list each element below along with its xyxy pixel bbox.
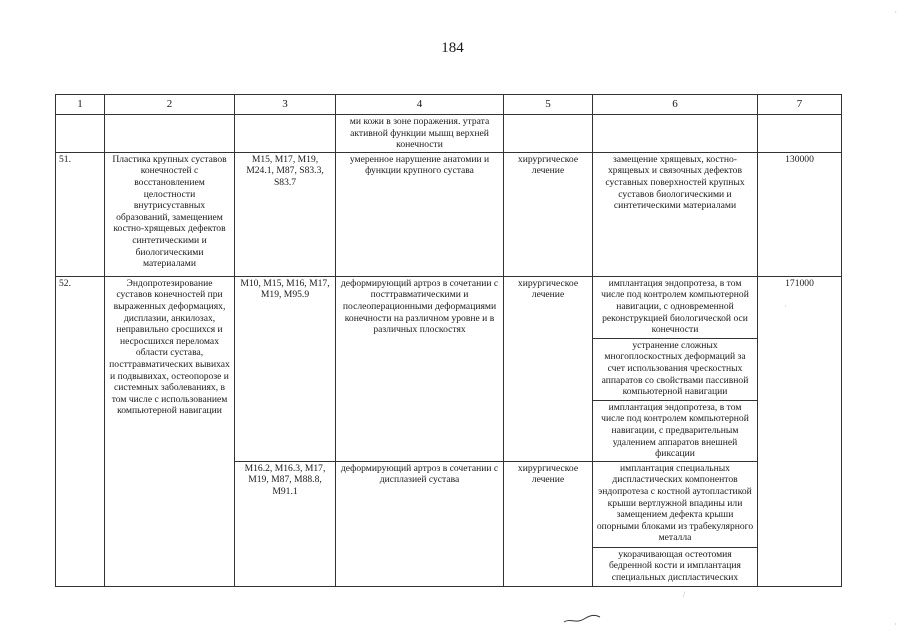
patient-condition: умеренное нарушение анатомии и функции крупного сустава (336, 152, 504, 276)
continuation-condition: ми кожи в зоне поражения. утрата активной функции мышц верхней конечности (336, 115, 504, 153)
speck-mark-icon: / (683, 590, 686, 599)
treatment-type: хирургическое лечение (504, 276, 593, 461)
treatment-method: замещение хрящевых, костно-хрящевых и связочных дефектов суставных поверхностей крупных суставов биологическими и синтетическими материалами (593, 152, 758, 276)
patient-condition: деформирующий артроз в сочетании с дисплазией сустава (336, 461, 504, 586)
speck-mark-icon: · (784, 302, 787, 311)
header-col-1: 1 (56, 95, 105, 115)
patient-condition: деформирующий артроз в сочетании с посттравматическими и послеоперационными деформациями конечности на различном уровне и в различных плоскостях (336, 276, 504, 461)
treatment-type: хирургическое лечение (504, 152, 593, 276)
header-col-3: 3 (235, 95, 336, 115)
page-number: 184 (441, 40, 464, 56)
treatment-methods (593, 276, 758, 461)
treatment-method: имплантация эндопротеза, в том числе под контролем компьютерной навигации, с предварительным удалением аппаратов внешней фиксации (601, 401, 749, 460)
header-col-5: 5 (504, 95, 593, 115)
speck-mark-icon: · (894, 8, 897, 17)
intervention-name: Эндопротезирование суставов конечностей при выраженных деформациях, дисплазии, анкилозах, неправильно сросшихся и несросшихся переломах области сустава, посттравматических вывихах и подвывихах, остеопорозе и системных заболеваниях, в том числе с использованием компьютерной навигации (105, 276, 235, 586)
row-number: 52. (56, 276, 105, 586)
procedures-table (55, 94, 842, 587)
table-row-52 (56, 276, 842, 461)
table-row-51 (56, 152, 842, 276)
icd-codes: M10, M15, M16, M17, M19, M95.9 (235, 276, 336, 461)
treatment-method: имплантация эндопротеза, в том числе под контролем компьютерной навигации, с одновременной реконструкцией биологической оси конечности (593, 277, 757, 339)
treatment-method: имплантация специальных диспластических компонентов эндопротеза с костной аутопластикой крыши вертлужной впадины или замещением дефекта крыши опорными блоками из трабекулярного металла (593, 462, 757, 548)
icd-codes: M16.2, M16.3, M17, M19, M87, M88.8, M91.1 (235, 461, 336, 586)
treatment-type: хирургическое лечение (504, 461, 593, 586)
header-col-2: 2 (105, 95, 235, 115)
cost-value: 130000 (758, 152, 842, 276)
row-number: 51. (56, 152, 105, 276)
cost-value: 171000 (758, 276, 842, 586)
header-col-4: 4 (336, 95, 504, 115)
speck-mark-icon: · (894, 620, 897, 629)
continuation-row (56, 115, 842, 153)
header-col-6: 6 (593, 95, 758, 115)
treatment-method: устранение сложных многоплоскостных деформаций за счет использования чрескостных аппаратов со свойствами пассивной компьютерной навигации (593, 339, 757, 401)
treatment-methods (593, 461, 758, 586)
icd-codes: M15, M17, M19, M24.1, M87, S83.3, S83.7 (235, 152, 336, 276)
header-row (56, 95, 842, 115)
intervention-name: Пластика крупных суставов конечностей с восстановлением целостности внутрисуставных образований, замещением костно-хрящевых дефектов синтетическими и биологическими материалами (105, 152, 235, 276)
pen-mark-icon (562, 612, 602, 626)
treatment-method: укорачивающая остеотомия бедренной кости и имплантация специальных диспластических (609, 548, 741, 583)
header-col-7: 7 (758, 95, 842, 115)
